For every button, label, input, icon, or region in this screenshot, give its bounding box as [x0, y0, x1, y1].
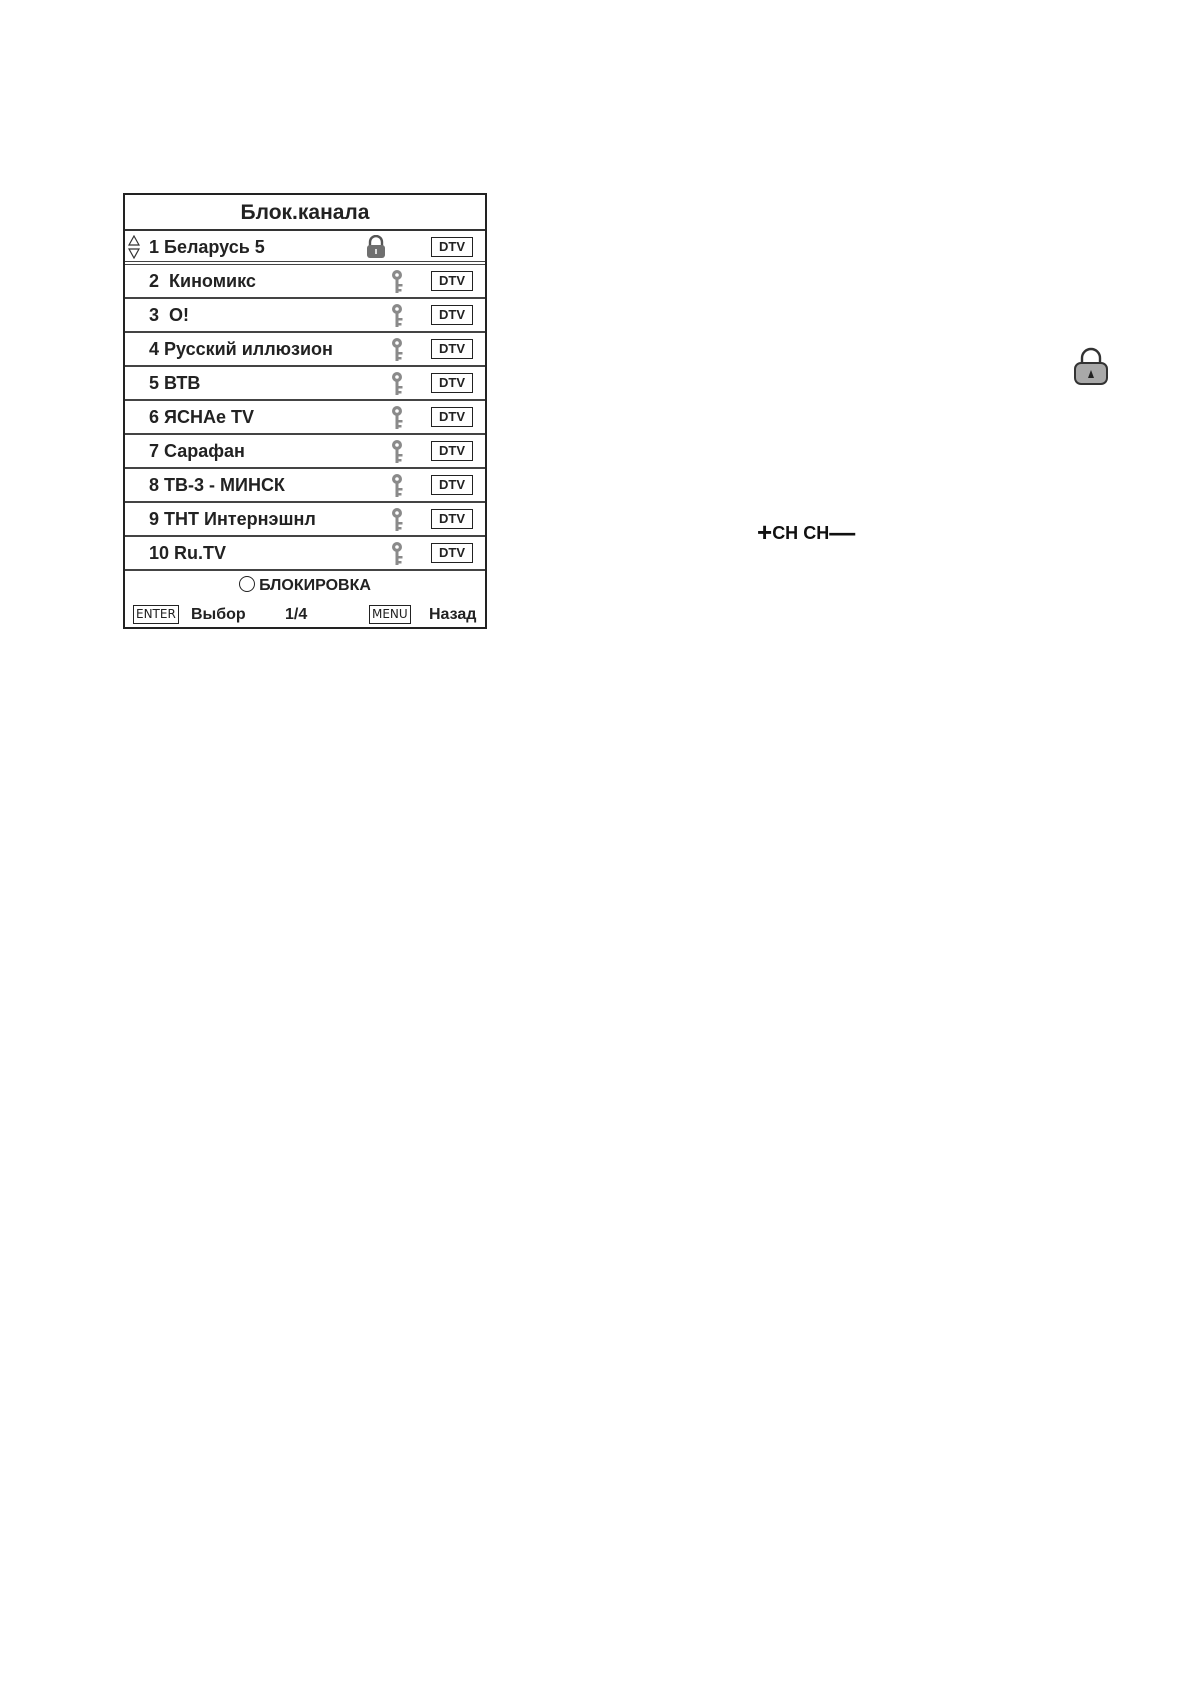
dtv-badge: DTV — [431, 475, 473, 495]
key-icon — [390, 371, 406, 397]
key-icon — [390, 303, 406, 329]
channel-row[interactable] — [125, 435, 485, 469]
channel-name: 3 О! — [149, 305, 190, 325]
dtv-badge: DTV — [431, 441, 473, 461]
channel-row[interactable] — [125, 469, 485, 503]
dtv-badge: DTV — [431, 305, 473, 325]
dtv-badge: DTV — [431, 407, 473, 427]
plus-icon: + — [757, 517, 773, 547]
circle-icon — [239, 576, 255, 592]
channel-row[interactable] — [125, 333, 485, 367]
channel-row[interactable] — [125, 367, 485, 401]
channel-name: 4 Русский иллюзион — [149, 339, 333, 359]
key-icon — [390, 269, 406, 295]
channel-row[interactable] — [125, 537, 485, 571]
key-icon — [390, 473, 406, 499]
channel-row[interactable] — [125, 503, 485, 537]
up-down-arrows-icon — [128, 235, 140, 259]
key-icon — [390, 337, 406, 363]
channel-name: 6 ЯСНАе TV — [149, 407, 254, 427]
channel-name: 5 ВТВ — [149, 373, 201, 393]
dtv-badge: DTV — [431, 509, 473, 529]
channel-name: 2 Киномикс — [149, 271, 256, 291]
ch-down-label: CH — [803, 523, 830, 543]
channel-name: 1 Беларусь 5 — [149, 237, 265, 257]
channel-keys — [757, 517, 855, 548]
channel-block-menu — [123, 193, 487, 629]
key-icon — [390, 541, 406, 567]
select-label: Выбор — [191, 606, 246, 623]
legend-label: БЛОКИРОВКА — [259, 577, 371, 594]
dtv-badge: DTV — [431, 339, 473, 359]
channel-row[interactable] — [125, 265, 485, 299]
ch-up-label: CH — [772, 523, 799, 543]
channel-name: 9 ТНТ Интернэшнл — [149, 509, 316, 529]
channel-name: 8 ТВ-3 - МИНСК — [149, 475, 285, 495]
menu-key-button[interactable]: MENU — [369, 605, 411, 624]
key-icon — [390, 405, 406, 431]
dtv-badge: DTV — [431, 373, 473, 393]
padlock-icon — [1073, 346, 1109, 386]
channel-row[interactable] — [125, 231, 485, 265]
channel-list — [125, 231, 485, 571]
dtv-badge: DTV — [431, 543, 473, 563]
channel-row[interactable] — [125, 401, 485, 435]
dtv-badge: DTV — [431, 237, 473, 257]
menu-footer — [125, 601, 485, 631]
lock-icon — [365, 235, 387, 259]
key-icon — [390, 439, 406, 465]
page-indicator: 1/4 — [285, 606, 308, 623]
lock-legend — [125, 571, 485, 601]
menu-title: Блок.канала — [125, 195, 485, 231]
key-icon — [390, 507, 406, 533]
channel-row[interactable] — [125, 299, 485, 333]
minus-icon: — — [829, 517, 856, 547]
channel-name: 7 Сарафан — [149, 441, 245, 461]
channel-name: 10 Ru.TV — [149, 543, 227, 563]
back-label: Назад — [429, 606, 477, 623]
enter-key-button[interactable]: ENTER — [133, 605, 179, 624]
dtv-badge: DTV — [431, 271, 473, 291]
